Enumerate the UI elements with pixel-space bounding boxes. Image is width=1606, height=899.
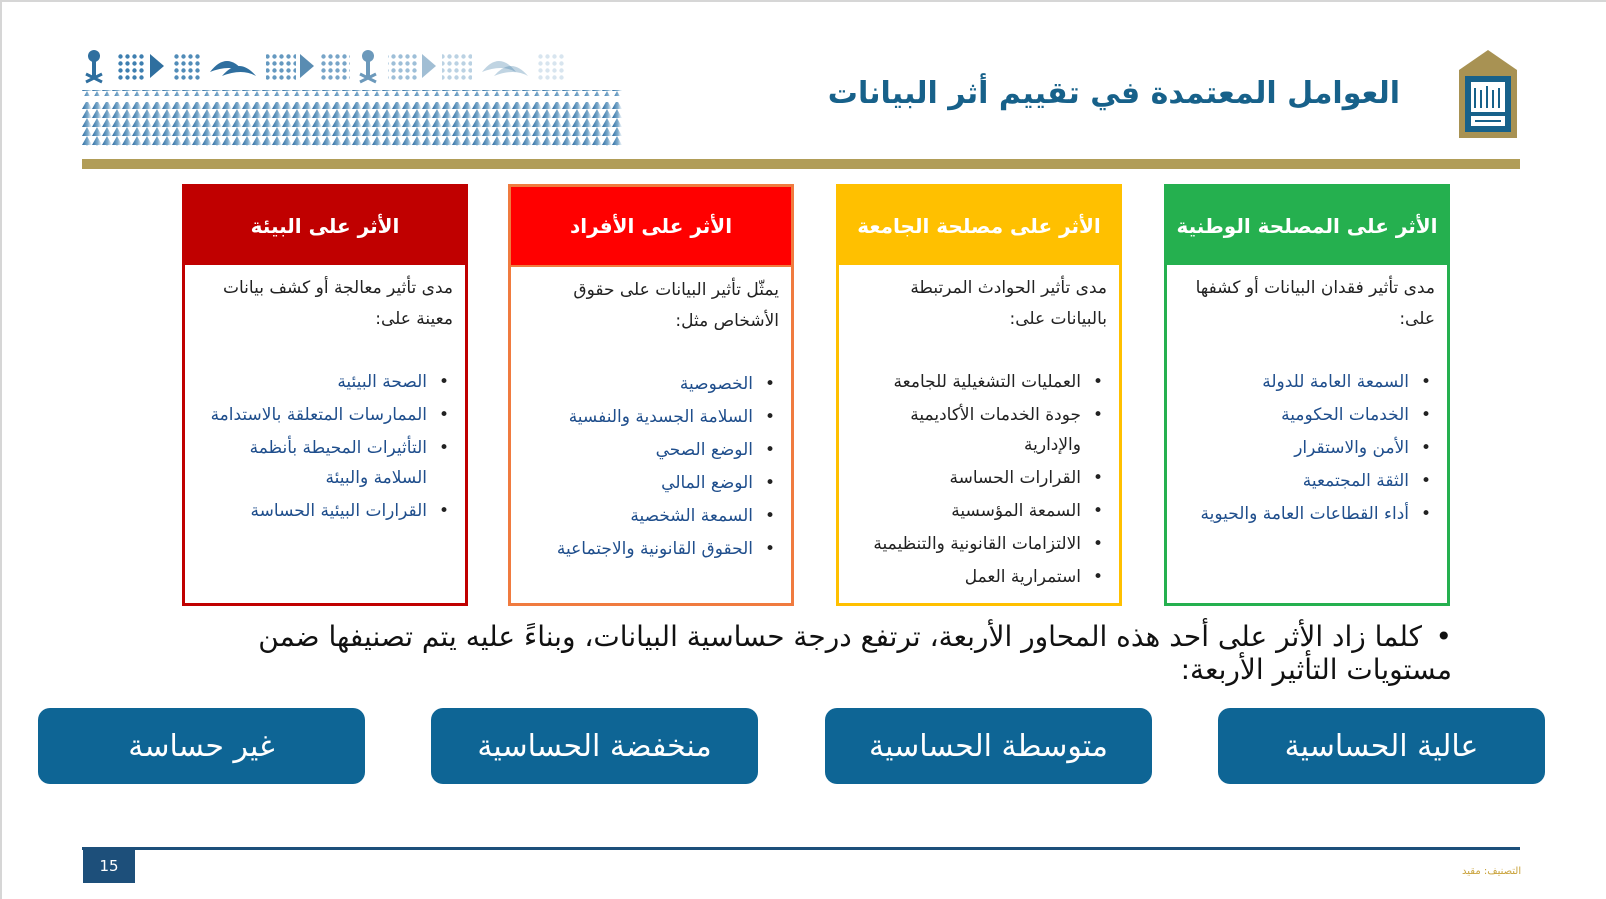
bullet-icon: • <box>438 501 449 521</box>
card-title: الأثر على الأفراد <box>511 187 791 267</box>
list-item: • الخدمات الحكومية <box>1179 400 1435 430</box>
bullet-icon: • <box>764 473 775 493</box>
list-item: • القرارات البيئية الحساسة <box>197 496 453 526</box>
saudi-pattern-banner <box>82 46 622 154</box>
card-list <box>1179 367 1435 529</box>
bullet-icon: • <box>438 405 449 425</box>
footer-divider <box>82 847 1520 850</box>
list-item: • الوضع المالي <box>523 468 779 498</box>
bullet-icon: • <box>1092 372 1103 392</box>
card-national <box>1164 184 1450 606</box>
bullet-icon: • <box>764 374 775 394</box>
slide-title: العوامل المعتمدة في تقييم أثر البيانات <box>827 76 1400 111</box>
list-item: • القرارات الحساسة <box>851 463 1107 493</box>
page-number: 15 <box>83 849 135 883</box>
card-university <box>836 184 1122 606</box>
card-list <box>197 367 453 526</box>
bullet-icon: • <box>1420 471 1431 491</box>
card-intro: مدى تأثير معالجة أو كشف بيانات معينة على: <box>222 278 453 329</box>
bullet-icon: • <box>1092 534 1103 554</box>
bullet-icon: • <box>764 539 775 559</box>
bullet-icon: • <box>438 438 449 458</box>
card-list <box>523 369 779 564</box>
list-item: • الصحة البيئية <box>197 367 453 397</box>
level-medium-button[interactable]: متوسطة الحساسية <box>825 708 1152 784</box>
bullet-icon: • <box>1420 405 1431 425</box>
list-item: • السمعة العامة للدولة <box>1179 367 1435 397</box>
card-intro: مدى تأثير فقدان البيانات أو كشفها على: <box>1195 278 1435 329</box>
bullet-icon: • <box>1092 405 1103 425</box>
list-item: • الحقوق القانونية والاجتماعية <box>523 534 779 564</box>
bullet-icon: • <box>1092 567 1103 587</box>
card-title: الأثر على مصلحة الجامعة <box>839 187 1119 265</box>
summary-text: •كلما زاد الأثر على أحد هذه المحاور الأربعة، ترتفع درجة حساسية البيانات، وبناءً عليه يتم تصنيفها ضمن مستويات التأثير الأربعة: <box>258 620 1452 686</box>
list-item: • جودة الخدمات الأكاديمية والإدارية <box>851 400 1107 460</box>
card-title: الأثر على المصلحة الوطنية <box>1167 187 1447 265</box>
list-item: • الثقة المجتمعية <box>1179 466 1435 496</box>
card-intro: يمثّل تأثير البيانات على حقوق الأشخاص مثل: <box>573 280 779 331</box>
bullet-icon: • <box>1435 620 1452 653</box>
bullet-icon: • <box>764 506 775 526</box>
card-title: الأثر على البيئة <box>185 187 465 265</box>
bullet-icon: • <box>1420 438 1431 458</box>
bullet-icon: • <box>764 407 775 427</box>
university-logo <box>1457 48 1519 140</box>
list-item: • السمعة المؤسسية <box>851 496 1107 526</box>
card-environment <box>182 184 468 606</box>
card-individuals <box>508 184 794 606</box>
card-intro: مدى تأثير الحوادث المرتبطة بالبيانات على: <box>910 278 1107 329</box>
level-none-button[interactable]: غير حساسة <box>38 708 365 784</box>
list-item: • التأثيرات المحيطة بأنظمة السلامة والبيئة <box>197 433 453 493</box>
bullet-icon: • <box>1420 504 1431 524</box>
list-item: • الخصوصية <box>523 369 779 399</box>
list-item: • أداء القطاعات العامة والحيوية <box>1179 499 1435 529</box>
level-high-button[interactable]: عالية الحساسية <box>1218 708 1545 784</box>
bullet-icon: • <box>764 440 775 460</box>
list-item: • استمرارية العمل <box>851 562 1107 592</box>
list-item: • السلامة الجسدية والنفسية <box>523 402 779 432</box>
list-item: • الممارسات المتعلقة بالاستدامة <box>197 400 453 430</box>
bullet-icon: • <box>1092 501 1103 521</box>
bullet-icon: • <box>1420 372 1431 392</box>
list-item: • الالتزامات القانونية والتنظيمية <box>851 529 1107 559</box>
classification-label: التصنيف: مقيد <box>1462 866 1522 877</box>
list-item: • السمعة الشخصية <box>523 501 779 531</box>
list-item: • الأمن والاستقرار <box>1179 433 1435 463</box>
list-item: • الوضع الصحي <box>523 435 779 465</box>
bullet-icon: • <box>1092 468 1103 488</box>
card-list <box>851 367 1107 592</box>
gold-divider <box>82 159 1520 169</box>
list-item: • العمليات التشغيلية للجامعة <box>851 367 1107 397</box>
level-low-button[interactable]: منخفضة الحساسية <box>431 708 758 784</box>
bullet-icon: • <box>438 372 449 392</box>
